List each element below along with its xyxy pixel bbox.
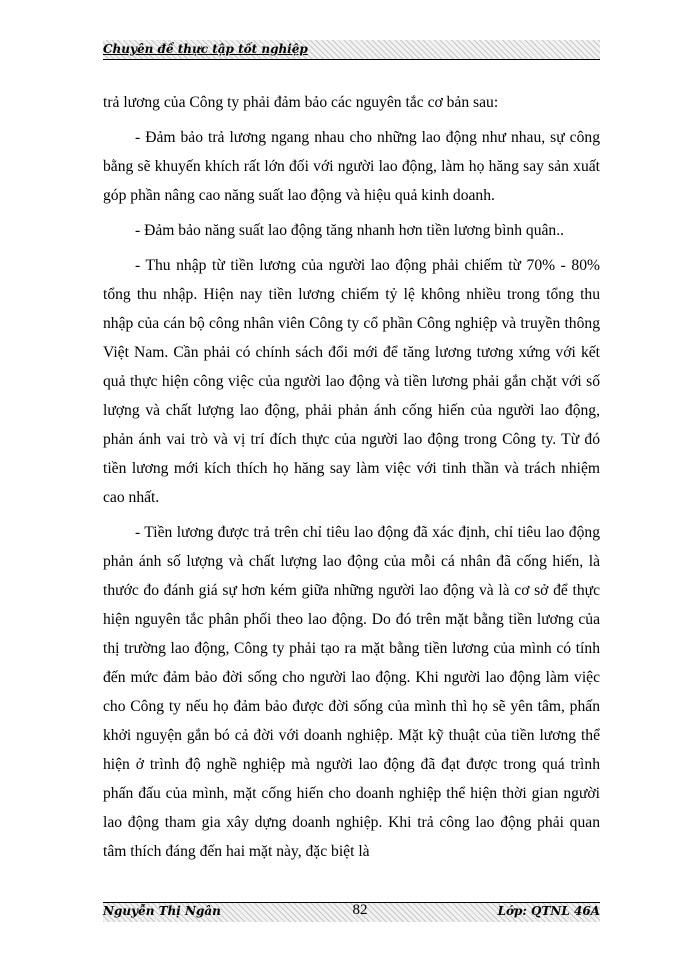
- page-number: 82: [352, 902, 368, 918]
- footer-author: Nguyễn Thị Ngân: [103, 904, 221, 918]
- footer-class-label: Lớp: QTNL 46A: [497, 904, 600, 918]
- paragraph-equal-pay: - Đảm bảo trả lương ngang nhau cho những lao động như nhau, sự công bằng sẽ khuyến khích rất lớn đối với người lao động, làm họ hăng say sản xuất góp phần nâng cao năng suất lao động và hiệu quả kinh doanh.: [103, 129, 600, 204]
- document-header-title: Chuyên đề thực tập tốt nghiệp: [103, 42, 308, 56]
- header-rule: [103, 59, 600, 60]
- paragraph-productivity: - Đảm bảo năng suất lao động tăng nhanh hơn tiền lương bình quân..: [135, 222, 565, 239]
- paragraph-income-share: - Thu nhập từ tiền lương của người lao động phải chiếm từ 70% - 80% tổng thu nhập. Hiện nay tiền lương chiếm tỷ lệ không nhiều trong tổng thu nhập của cán bộ công nhân viên Công ty cổ phần Công nghiệp và truyền thông Việt Nam. Cần phải có chính sách đổi mới để tăng lương tương xứng với kết quả thực hiện công việc của người lao động và tiền lương phải gắn chặt với số lượng và chất lượng lao động, phải phản ánh cống hiến của người lao động, phản ánh vai trò và vị trí đích thực của người lao động trong Công ty. Từ đó tiền lương mới kích thích họ hăng say làm việc với tinh thần và trách nhiệm cao nhất.: [103, 257, 600, 506]
- document-body: [103, 88, 600, 866]
- paragraph-labor-criteria: - Tiền lương được trả trên chỉ tiêu lao động đã xác định, chỉ tiêu lao động phản ánh số lượng và chất lượng lao động của mỗi cá nhân đã cống hiến, là thước đo đánh giá sự hơn kém giữa những người lao động và là cơ sở để thực hiện nguyên tắc phân phối theo lao động. Do đó trên mặt bằng tiền lương của thị trường lao động, Công ty phải tạo ra mặt bằng tiền lương của mình có tính đến mức đảm bảo đời sống cho người lao động. Khi người lao động làm việc cho Công ty nếu họ đảm bảo được đời sống của mình thì họ sẽ yên tâm, phấn khởi nguyện gắn bó cả đời với doanh nghiệp. Mặt kỹ thuật của tiền lương thể hiện ở trình độ nghề nghiệp mà người lao động đã đạt được trong quá trình phấn đấu của mình, mặt cống hiến cho doanh nghiệp thể hiện thời gian người lao động tham gia xây dựng doanh nghiệp. Khi trả công lao động phải quan tâm thích đáng đến hai mặt này, đặc biệt là: [103, 524, 600, 860]
- paragraph-continuation: trả lương của Công ty phải đảm bảo các nguyên tắc cơ bản sau:: [103, 94, 499, 111]
